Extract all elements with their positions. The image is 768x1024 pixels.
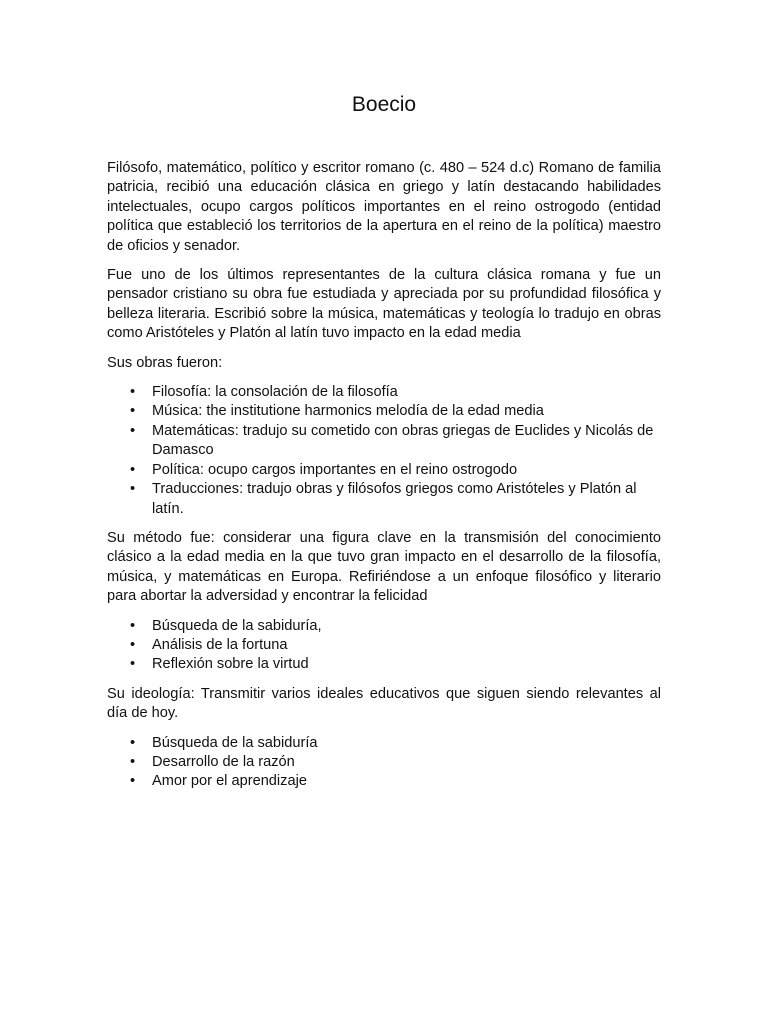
bullet-icon: • — [130, 656, 136, 673]
list-item-text: Filosofía: la consolación de la filosofía — [152, 384, 398, 401]
bullet-icon: • — [130, 734, 136, 751]
list-item — [130, 383, 661, 402]
list-item — [130, 772, 661, 791]
paragraph-representante: Fue uno de los últimos representantes de la cultura clásica romana y fue un pensador cristiano su obra fue estudiada y apreciada por su profundidad filosófica y belleza literaria. Escribió sobre la música, matemáticas y teología lo tradujo en obras como Aristóteles y Platón al latín tuvo impacto en la edad media — [107, 267, 661, 342]
list-ideologia — [107, 734, 661, 792]
list-item — [130, 617, 661, 636]
list-item — [130, 461, 661, 480]
bullet-icon: • — [130, 422, 136, 439]
list-item-text: Desarrollo de la razón — [152, 753, 295, 770]
list-item-text: Amor por el aprendizaje — [152, 773, 307, 790]
list-item-text: Análisis de la fortuna — [152, 636, 288, 653]
list-item-text: Traducciones: tradujo obras y filósofos griegos como Aristóteles y Platón al latín. — [152, 481, 637, 517]
list-obras — [107, 383, 661, 519]
paragraph-metodo: Su método fue: considerar una figura clave en la transmisión del conocimiento clásico a la edad media en la que tuvo gran impacto en el desarrollo de la filosofía, música, y matemáticas en Europa. Refiriéndose a un enfoque filosófico y literario para abortar la adversidad y encontrar la felicidad — [107, 529, 661, 605]
list-item — [130, 480, 661, 519]
paragraph-biografia: Filósofo, matemático, político y escritor romano (c. 480 – 524 d.c) Romano de familia patricia, recibió una educación clásica en griego y latín destacando habilidades intelectuales, ocupo cargos políticos importantes en el reino ostrogodo (entidad política que estableció los territorios de la apertura en el reino de la política) maestro de oficios y senador. — [107, 160, 661, 254]
bullet-icon: • — [130, 636, 136, 653]
bullet-icon: • — [130, 753, 136, 770]
list-item — [130, 422, 661, 461]
list-item — [130, 734, 661, 753]
list-metodo — [107, 617, 661, 675]
bullet-icon: • — [130, 384, 136, 401]
list-item-text: Reflexión sobre la virtud — [152, 656, 309, 673]
list-item — [130, 636, 661, 655]
list-item-text: Matemáticas: tradujo su cometido con obras griegas de Euclides y Nicolás de Damasco — [152, 422, 654, 459]
list-item-text: Búsqueda de la sabiduría — [152, 734, 318, 751]
document-body — [107, 159, 661, 802]
paragraph-obras-intro: Sus obras fueron: — [107, 354, 223, 371]
list-item — [130, 753, 661, 772]
list-item-text: Política: ocupo cargos importantes en el reino ostrogodo — [152, 461, 518, 478]
list-item-text: Música: the institutione harmonics melodía de la edad media — [152, 403, 544, 420]
bullet-icon: • — [130, 481, 136, 498]
paragraph-ideologia: Su ideología: Transmitir varios ideales educativos que siguen siendo relevantes al día de hoy. — [107, 685, 661, 722]
list-item — [130, 402, 661, 421]
document-title: Boecio — [351, 93, 417, 116]
list-item-text: Búsqueda de la sabiduría, — [152, 617, 322, 634]
bullet-icon: • — [130, 403, 136, 420]
bullet-icon: • — [130, 617, 136, 634]
bullet-icon: • — [130, 461, 136, 478]
bullet-icon: • — [130, 773, 136, 790]
list-item — [130, 655, 661, 674]
